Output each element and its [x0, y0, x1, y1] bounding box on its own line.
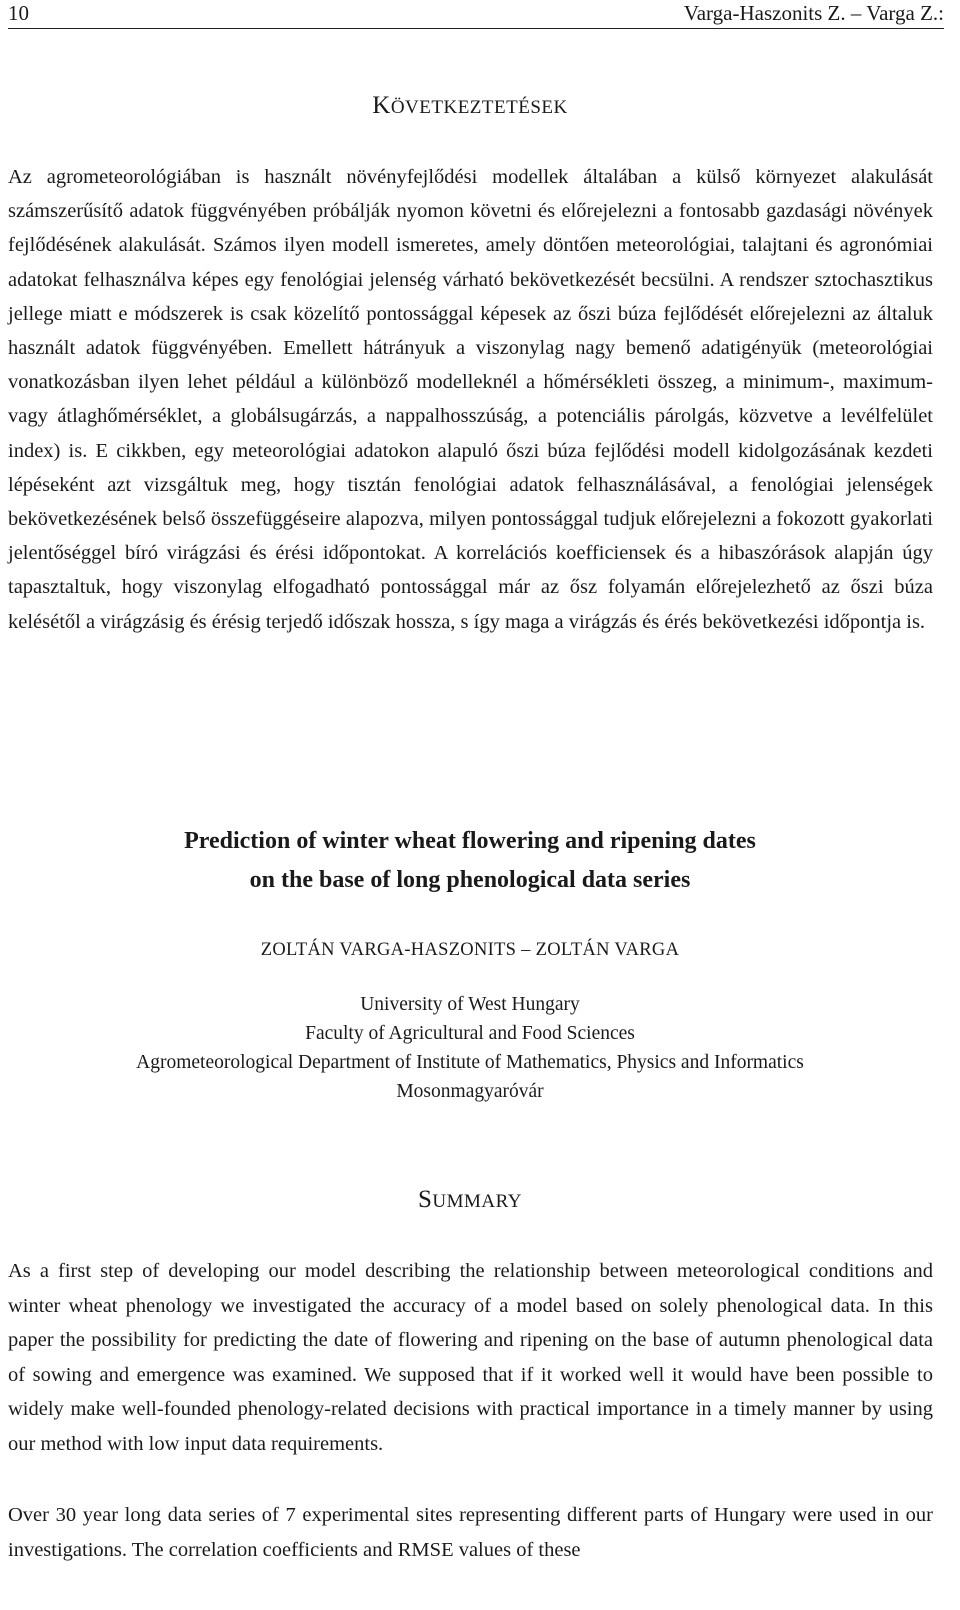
conclusions-heading	[0, 92, 940, 120]
running-header	[8, 0, 944, 29]
affiliation	[0, 990, 940, 1106]
running-head: Varga-Haszonits Z. – Varga Z.:	[683, 1, 944, 25]
summary-heading-initial: S	[418, 1186, 433, 1213]
affiliation-line-2: Faculty of Agricultural and Food Sciences	[305, 1023, 635, 1044]
affiliation-line-4: Mosonmagyaróvár	[396, 1081, 544, 1102]
summary-heading	[0, 1186, 940, 1214]
page-number: 10	[8, 1, 29, 25]
summary-paragraph-1: As a first step of developing our model describing the relationship between meteorological conditions and winter wheat phenology we investigated the accuracy of a model based on solely phenological data. In this paper the possibility for predicting the date of flowering and ripening on the base of autumn phenological data of sowing and emergence was examined. We supposed that if it worked well it would have been possible to widely make well-founded phenology-related decisions with practical importance in a timely manner by using our method with low input data requirements.	[8, 1260, 933, 1455]
english-title-line2: on the base of long phenological data series	[249, 867, 691, 893]
affiliation-line-1: University of West Hungary	[360, 994, 580, 1015]
conclusions-heading-initial: K	[372, 92, 391, 119]
english-title	[0, 822, 940, 900]
summary-paragraph-2: Over 30 year long data series of 7 experimental sites representing different parts of Hungary were used in our investigations. The correlation coefficients and RMSE values of these	[8, 1504, 933, 1561]
authors: ZOLTÁN VARGA-HASZONITS – ZOLTÁN VARGA	[260, 940, 680, 960]
conclusions-heading-rest: ÖVETKEZTETÉSEK	[390, 97, 568, 118]
english-title-line1: Prediction of winter wheat flowering and ripening dates	[184, 828, 756, 854]
conclusions-paragraph: Az agrometeorológiában is használt növényfejlődési modellek általában a külső környezet alakulását számszerűsítő adatok függvényében próbálják nyomon követni és előrejelezni a fontosabb gazdasági növények fejlődésének alakulását. Számos ilyen modell ismeretes, amely döntően meteorológiai, talajtani és agronómiai adatokat felhasználva képes egy fenológiai jelenség várható bekövetkezését becsülni. A rendszer sztochasztikus jellege miatt e módszerek is csak közelítő pontossággal képesek az őszi búza fejlődését előrejelezni az általuk használt adatok függvényében. Emellett hátrányuk a viszonylag nagy bemenő adatigényük (meteorológiai vonatkozásban ilyen lehet például a különböző modelleknél a hőmérsékleti összeg, a minimum-, maximum- vagy átlaghőmérséklet, a globálsugárzás, a nappalhosszúság, a potenciális párolgás, közvetve a levélfelület index) is. E cikkben, egy meteorológiai adatokon alapuló őszi búza fejlődési modell kidolgozásának kezdeti lépéseként azt vizsgáltuk meg, hogy tisztán fenológiai adatok felhasználásával, a fenológiai jelenségek bekövetkezésének belső összefüggéseire alapozva, milyen pontossággal tudjuk előrejelezni a fokozott gyakorlati jelentőséggel bíró virágzási és érési időpontokat. A korrelációs koefficiensek és a hibaszórások alapján úgy tapasztaltuk, hogy viszonylag elfogadható pontossággal már az ősz folyamán előrejelezhető az őszi búza kelésétől a virágzásig és érésig terjedő időszak hossza, s így maga a virágzás és érés bekövetkezési időpontja is.	[8, 166, 933, 633]
affiliation-line-3: Agrometeorological Department of Institute of Mathematics, Physics and Informatics	[136, 1052, 804, 1073]
summary-heading-rest: UMMARY	[432, 1191, 522, 1212]
